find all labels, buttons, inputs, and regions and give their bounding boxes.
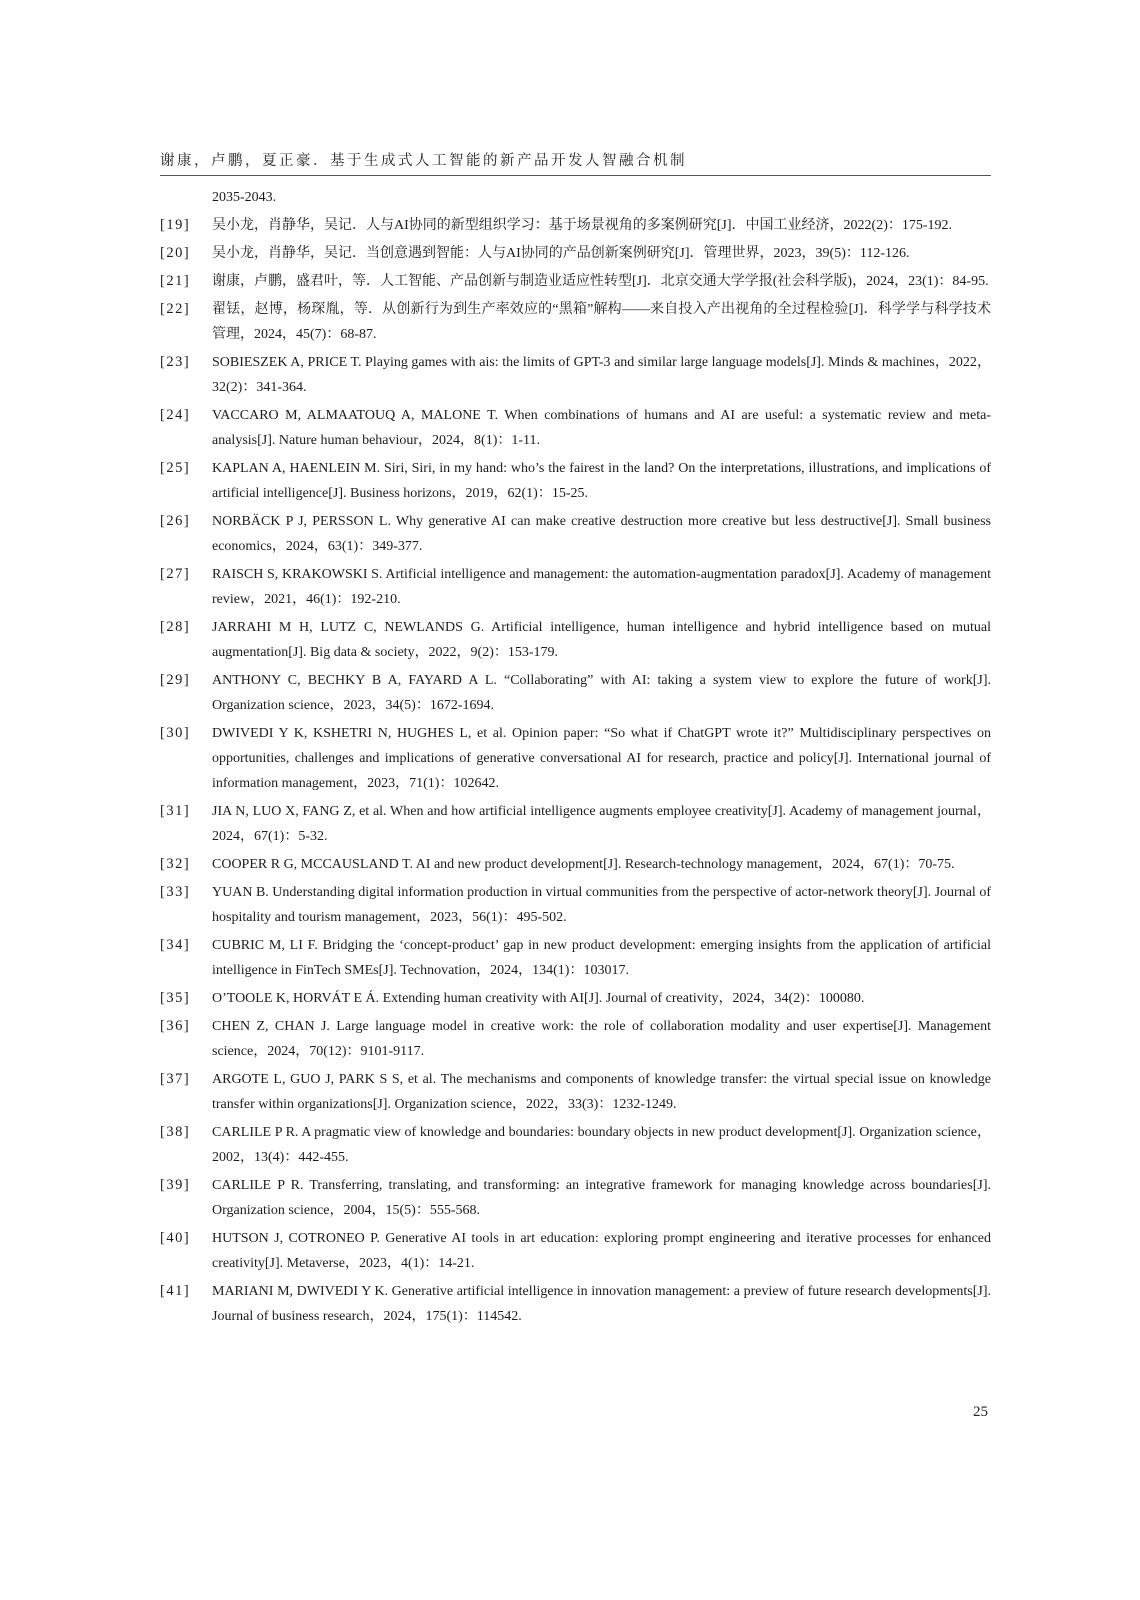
reference-number: [20] [160, 245, 191, 261]
reference-item [160, 880, 991, 930]
reference-number: [38] [160, 1124, 191, 1140]
reference-text: ANTHONY C, BECHKY B A, FAYARD A L. “Collaborating” with AI: taking a system view to explore the future of work[J]. Organization science，2023，34(5)：1672-1694. [212, 673, 991, 713]
reference-item [160, 241, 991, 266]
reference-item [160, 509, 991, 559]
reference-item [160, 1173, 991, 1223]
reference-text: COOPER R G, MCCAUSLAND T. AI and new product development[J]. Research-technology management，2024，67(1)：70-75. [212, 857, 955, 872]
reference-text: YUAN B. Understanding digital information production in virtual communities from the perspective of actor-network theory[J]. Journal of hospitality and tourism management，2023，56(1)：495-502. [212, 885, 991, 925]
reference-number: [33] [160, 884, 191, 900]
reference-number: [32] [160, 856, 191, 872]
reference-text: 谢康，卢鹏，盛君叶，等．人工智能、产品创新与制造业适应性转型[J]．北京交通大学学报(社会科学版)，2024，23(1)：84-95. [212, 274, 989, 289]
reference-text: JARRAHI M H, LUTZ C, NEWLANDS G. Artificial intelligence, human intelligence and hybrid intelligence based on mutual augmentation[J]. Big data & society，2022，9(2)：153-179. [212, 620, 991, 660]
reference-text: 吴小龙，肖静华，吴记．人与AI协同的新型组织学习：基于场景视角的多案例研究[J]．中国工业经济，2022(2)：175-192. [212, 218, 953, 233]
reference-text: CHEN Z, CHAN J. Large language model in creative work: the role of collaboration modality and user expertise[J]. Management science，2024，70(12)：9101-9117. [212, 1019, 991, 1059]
reference-text: 翟铥，赵博，杨琛胤，等．从创新行为到生产率效应的“黑箱”解构——来自投入产出视角的全过程检验[J]．科学学与科学技术管理，2024，45(7)：68-87. [212, 302, 991, 342]
reference-number: [31] [160, 803, 191, 819]
reference-number: [26] [160, 513, 191, 529]
reference-text: ARGOTE L, GUO J, PARK S S, et al. The mechanisms and components of knowledge transfer: the virtual special issue on knowledge transfer within organizations[J]. Organization science，2022，33(3)：1232-1249. [212, 1072, 991, 1112]
reference-item [160, 269, 991, 294]
reference-item [160, 799, 991, 849]
reference-text: O’TOOLE K, HORVÁT E Á. Extending human creativity with AI[J]. Journal of creativity，2024，34(2)：100080. [212, 991, 865, 1006]
reference-item [160, 297, 991, 347]
reference-number: [27] [160, 566, 191, 582]
reference-text: MARIANI M, DWIVEDI Y K. Generative artificial intelligence in innovation management: a preview of future research developments[J]. Journal of business research，2024，175(1)：114542. [212, 1284, 991, 1324]
reference-text: CUBRIC M, LI F. Bridging the ‘concept-product’ gap in new product development: emerging insights from the application of artificial intelligence in FinTech SMEs[J]. Technovation，2024，134(1)：103017. [212, 938, 991, 978]
header-rule [160, 175, 991, 176]
page-number: 25 [973, 1404, 988, 1420]
reference-number: [40] [160, 1230, 191, 1246]
reference-number: [30] [160, 725, 191, 741]
references [160, 213, 991, 1329]
reference-number: [37] [160, 1071, 191, 1087]
running-header: 谢康，卢鹏，夏正豪．基于生成式人工智能的新产品开发人智融合机制 [160, 153, 687, 169]
reference-item [160, 350, 991, 400]
reference-continuation: 2035-2043. [212, 190, 277, 205]
reference-item [160, 562, 991, 612]
reference-item [160, 403, 991, 453]
reference-text: RAISCH S, KRAKOWSKI S. Artificial intelligence and management: the automation-augmentation paradox[J]. Academy of management review，2021，46(1)：192-210. [212, 567, 991, 607]
reference-number: [39] [160, 1177, 191, 1193]
reference-item [160, 456, 991, 506]
reference-item [160, 1226, 991, 1276]
reference-text: SOBIESZEK A, PRICE T. Playing games with ais: the limits of GPT-3 and similar large language models[J]. Minds & machines，2022，32(2)：341-364. [212, 355, 991, 395]
reference-item [160, 668, 991, 718]
reference-item [160, 721, 991, 796]
reference-text: VACCARO M, ALMAATOUQ A, MALONE T. When combinations of humans and AI are useful: a systematic review and meta-analysis[J]. Nature human behaviour，2024，8(1)：1-11. [212, 408, 991, 448]
reference-number: [35] [160, 990, 191, 1006]
reference-text: JIA N, LUO X, FANG Z, et al. When and how artificial intelligence augments employee creativity[J]. Academy of management journal，2024，67(1)：5-32. [212, 804, 991, 844]
reference-item [160, 1120, 991, 1170]
reference-item [160, 933, 991, 983]
reference-number: [23] [160, 354, 191, 370]
reference-number: [34] [160, 937, 191, 953]
reference-text: CARLILE P R. Transferring, translating, and transforming: an integrative framework for managing knowledge across boundaries[J]. Organization science，2004，15(5)：555-568. [212, 1178, 991, 1218]
reference-text: CARLILE P R. A pragmatic view of knowledge and boundaries: boundary objects in new product development[J]. Organization science，2002，13(4)：442-455. [212, 1125, 991, 1165]
reference-item [160, 213, 991, 238]
reference-item [160, 852, 991, 877]
reference-number: [25] [160, 460, 191, 476]
reference-number: [28] [160, 619, 191, 635]
reference-number: [41] [160, 1283, 191, 1299]
reference-item [160, 1279, 991, 1329]
reference-list [160, 185, 991, 1329]
reference-number: [36] [160, 1018, 191, 1034]
reference-number: [22] [160, 301, 191, 317]
reference-item [160, 986, 991, 1011]
reference-number: [19] [160, 217, 191, 233]
reference-item [160, 1014, 991, 1064]
reference-number: [29] [160, 672, 191, 688]
reference-text: NORBÄCK P J, PERSSON L. Why generative AI can make creative destruction more creative but less destructive[J]. Small business economics，2024，63(1)：349-377. [212, 514, 991, 554]
reference-item [160, 1067, 991, 1117]
reference-text: HUTSON J, COTRONEO P. Generative AI tools in art education: exploring prompt engineering and iterative processes for enhanced creativity[J]. Metaverse，2023，4(1)：14-21. [212, 1231, 991, 1271]
reference-text: KAPLAN A, HAENLEIN M. Siri, Siri, in my hand: who’s the fairest in the land? On the interpretations, illustrations, and implications of artificial intelligence[J]. Business horizons，2019，62(1)：15-25. [212, 461, 991, 501]
reference-number: [24] [160, 407, 191, 423]
reference-item [160, 615, 991, 665]
reference-text: DWIVEDI Y K, KSHETRI N, HUGHES L, et al. Opinion paper: “So what if ChatGPT wrote it?” Multidisciplinary perspectives on opportunities, challenges and implications of generative conversational AI for research, practice and policy[J]. International journal of information management，2023，71(1)：102642. [212, 726, 991, 791]
reference-number: [21] [160, 273, 191, 289]
reference-text: 吴小龙，肖静华，吴记．当创意遇到智能：人与AI协同的产品创新案例研究[J]．管理世界，2023，39(5)：112-126. [212, 246, 910, 261]
